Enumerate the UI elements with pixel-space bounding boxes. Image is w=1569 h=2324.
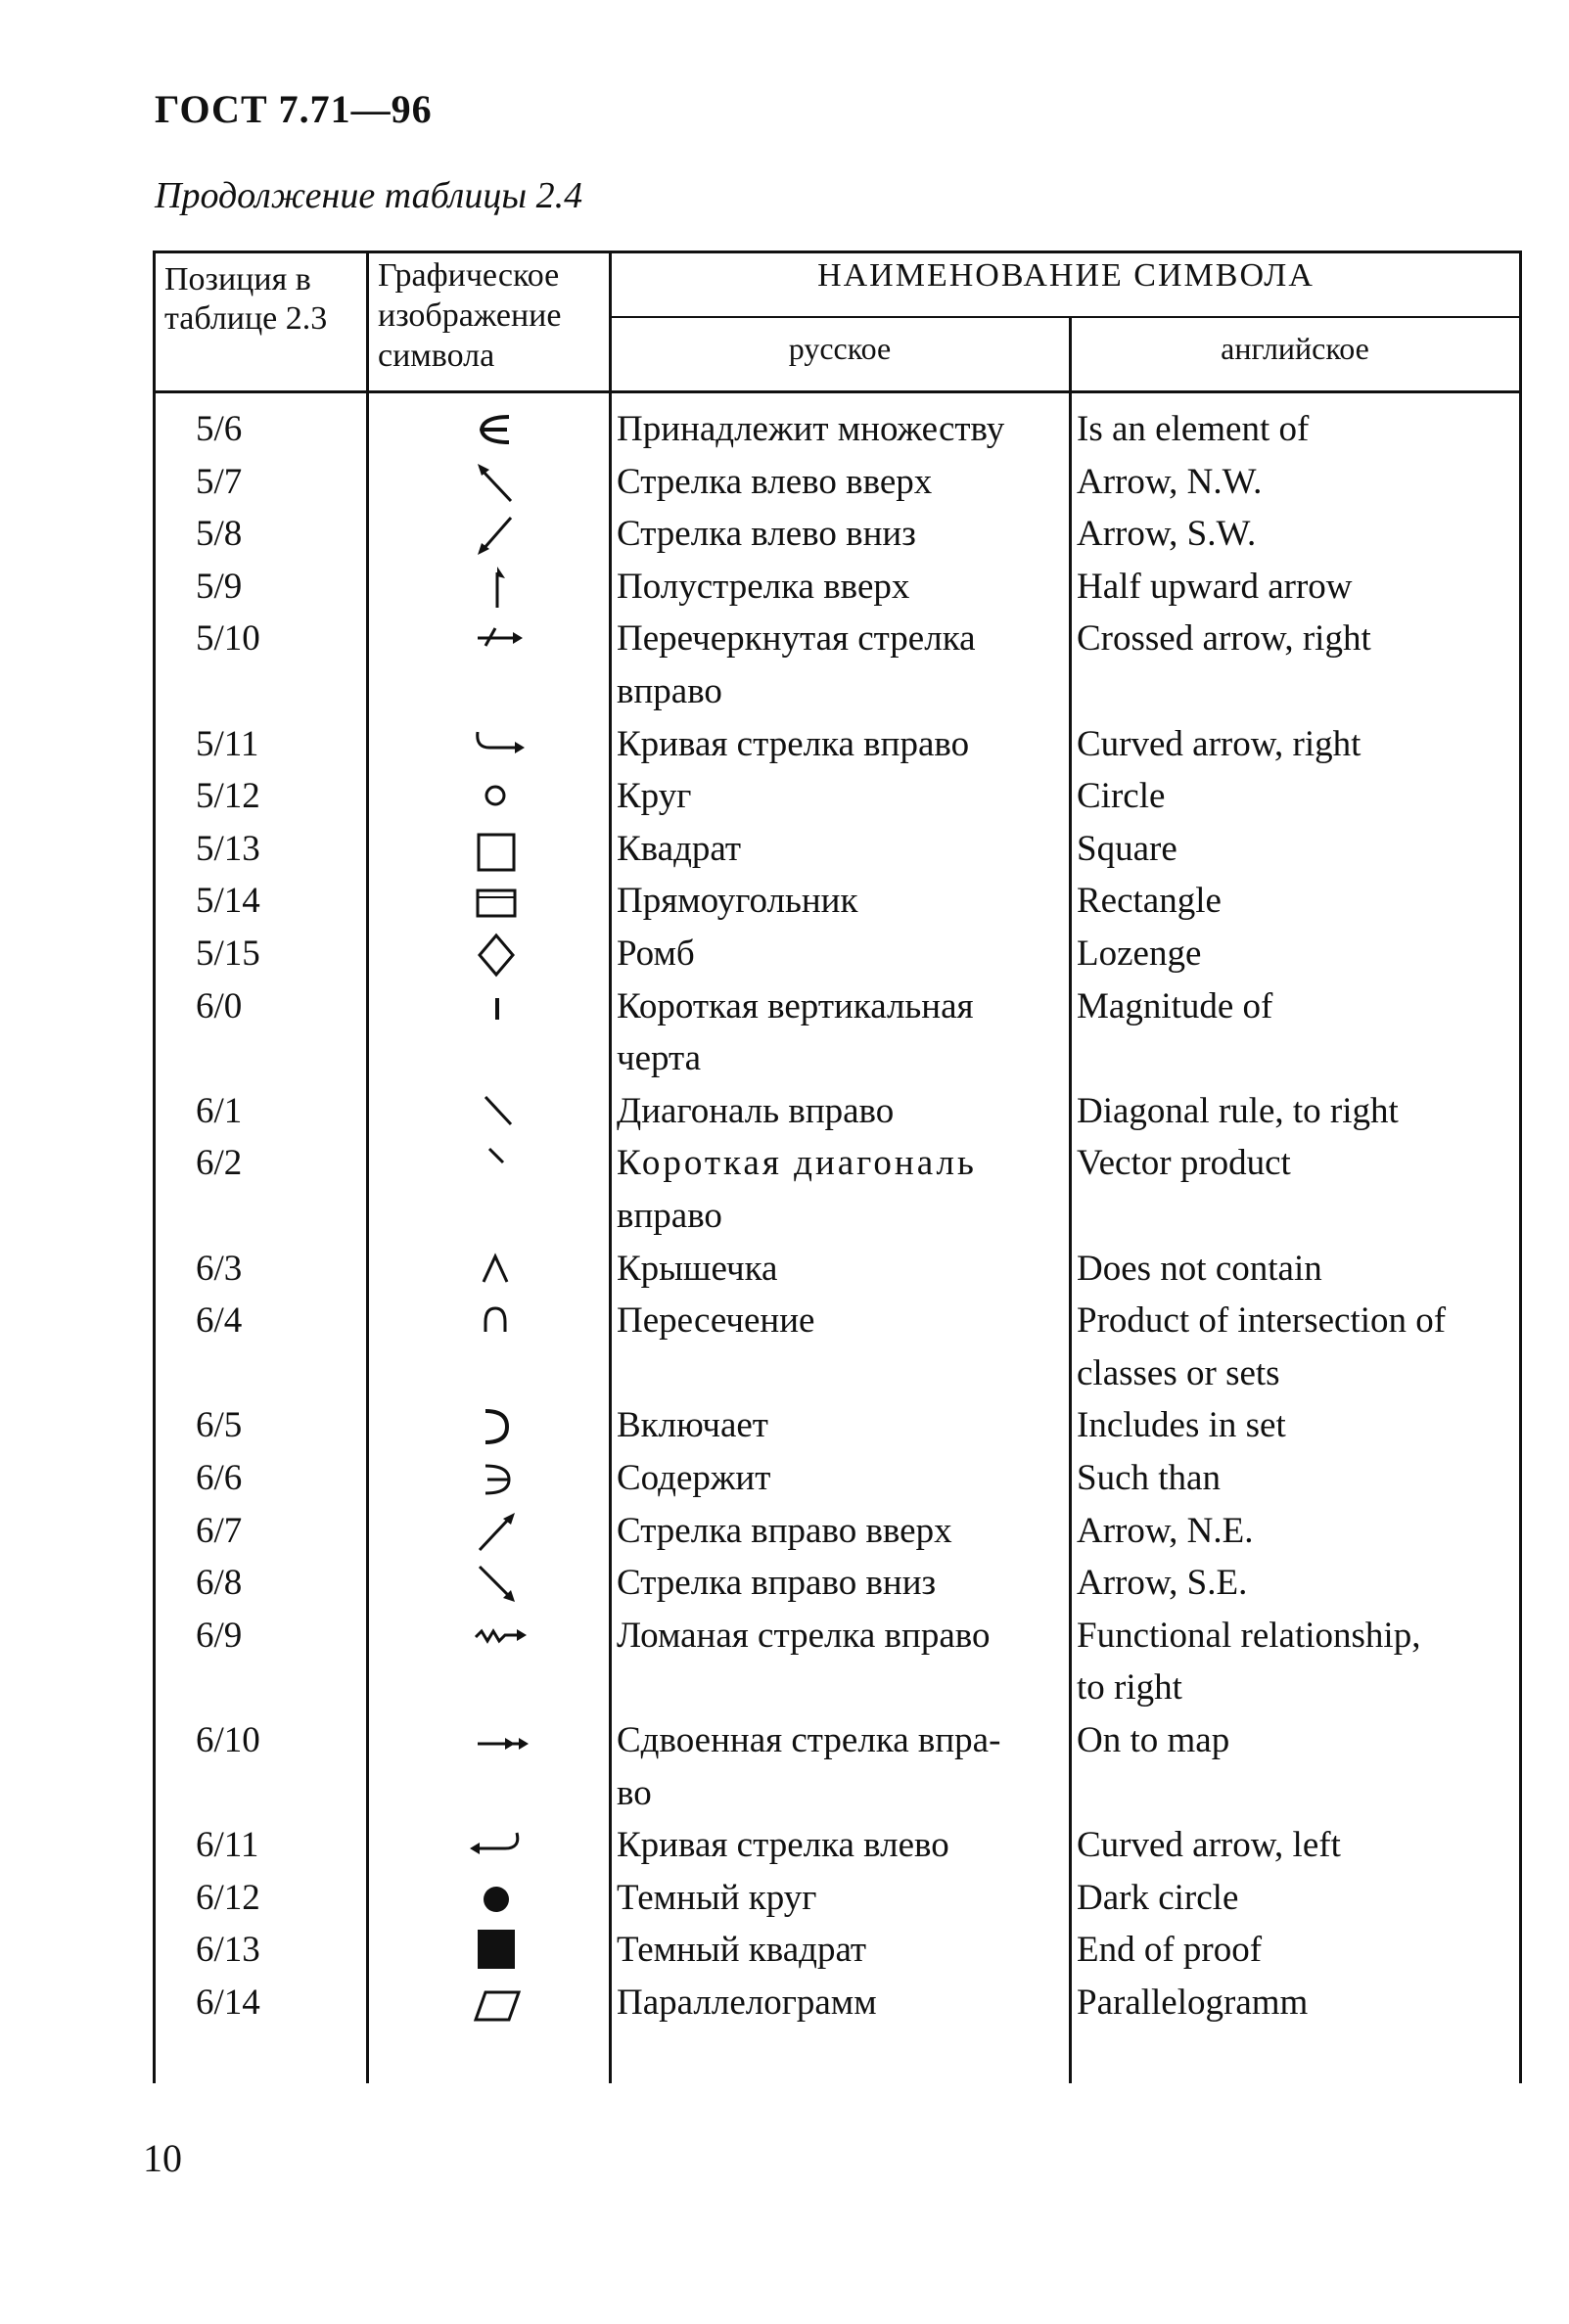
table-row [0, 1452, 1569, 1505]
row-position: 5/10 [196, 618, 260, 660]
row-name-english: Crossed arrow, right [1077, 618, 1371, 660]
table-row [0, 1295, 1569, 1399]
double-arrow-right-icon [433, 1714, 560, 1767]
table-row [0, 928, 1569, 980]
arrow-se-icon [433, 1557, 560, 1610]
header-graphic-line-3: символа [378, 338, 495, 374]
row-position: 6/10 [196, 1720, 260, 1760]
row-name-russian: Содержит [617, 1458, 771, 1498]
name-subheader-rule [611, 316, 1521, 318]
header-graphic-line-1: Графическое [378, 257, 560, 294]
row-position: 6/1 [196, 1090, 243, 1131]
header-position-line-2: таблице 2.3 [164, 300, 328, 337]
table-row [0, 980, 1569, 1085]
zigzag-arrow-right-icon [433, 1610, 560, 1663]
row-name-english: Half upward arrow [1077, 566, 1353, 607]
row-name-english: Arrow, N.W. [1077, 461, 1263, 502]
header-graphic-line-2: изображение [378, 297, 562, 334]
includes-icon [433, 1399, 560, 1452]
row-position: 5/15 [196, 934, 260, 974]
row-name-russian: черта [617, 1038, 702, 1079]
row-position: 6/5 [196, 1405, 243, 1446]
row-name-russian: Перечеркнутая стрелка [617, 618, 976, 660]
circle-icon [433, 770, 560, 823]
table-row [0, 1399, 1569, 1452]
table-row [0, 1243, 1569, 1296]
row-name-english: Magnitude of [1077, 985, 1273, 1026]
row-name-russian: Полустрелка вверх [617, 566, 910, 607]
table-row [0, 823, 1569, 876]
table-row [0, 508, 1569, 561]
row-name-english: Arrow, N.E. [1077, 1510, 1254, 1551]
table-row [0, 1924, 1569, 1977]
short-vertical-bar-icon [433, 980, 560, 1033]
contains-icon [433, 1452, 560, 1505]
header-english: английское [1221, 331, 1369, 366]
curved-arrow-right-icon [433, 718, 560, 771]
parallelogram-icon [433, 1977, 560, 2029]
row-name-russian: вправо [617, 1195, 722, 1236]
table-row [0, 456, 1569, 509]
row-position: 6/6 [196, 1458, 243, 1498]
row-name-english: classes or sets [1077, 1352, 1280, 1393]
row-position: 5/7 [196, 461, 243, 502]
header-symbol-name: НАИМЕНОВАНИЕ СИМВОЛА [817, 257, 1315, 294]
diagonal-right-icon [433, 1085, 560, 1138]
row-name-english: Functional relationship, [1077, 1615, 1421, 1656]
row-name-russian: Стрелка влево вверх [617, 461, 933, 502]
row-name-english: Such than [1077, 1458, 1221, 1498]
row-name-english: Arrow, S.E. [1077, 1563, 1248, 1604]
row-name-english: On to map [1077, 1720, 1230, 1760]
caret-icon [433, 1243, 560, 1296]
arrow-ne-icon [433, 1505, 560, 1558]
row-name-english: Diagonal rule, to right [1077, 1090, 1399, 1131]
header-russian: русское [788, 331, 892, 366]
table-row [0, 1714, 1569, 1819]
table-row [0, 875, 1569, 928]
table-row [0, 1137, 1569, 1242]
row-name-russian: Кривая стрелка влево [617, 1825, 949, 1866]
rectangle-icon [433, 875, 560, 928]
row-name-russian: Ромб [617, 934, 695, 974]
row-name-russian: Диагональ вправо [617, 1090, 895, 1131]
row-position: 6/8 [196, 1563, 243, 1604]
row-name-russian: Крышечка [617, 1248, 778, 1289]
element-of-icon [433, 403, 560, 456]
row-name-english: Curved arrow, right [1077, 723, 1361, 764]
row-name-russian: Стрелка влево вниз [617, 514, 916, 555]
row-name-russian: Прямоугольник [617, 881, 858, 922]
lozenge-icon [433, 928, 560, 980]
row-name-english: Circle [1077, 776, 1166, 817]
intersection-icon [433, 1295, 560, 1347]
row-name-english: Rectangle [1077, 881, 1222, 922]
table-row [0, 561, 1569, 614]
row-position: 5/14 [196, 881, 260, 922]
row-name-english: Parallelogramm [1077, 1982, 1309, 2023]
header-bottom-rule [153, 390, 1521, 393]
square-icon [433, 823, 560, 876]
row-position: 6/2 [196, 1143, 243, 1184]
row-name-english: Dark circle [1077, 1877, 1239, 1918]
curved-arrow-left-icon [433, 1819, 560, 1872]
table-row [0, 1557, 1569, 1610]
row-position: 6/0 [196, 985, 243, 1026]
table-continuation-caption: Продолжение таблицы 2.4 [155, 175, 583, 216]
arrow-sw-icon [433, 508, 560, 561]
table-row [0, 1977, 1569, 2029]
row-name-english: Vector product [1077, 1143, 1291, 1184]
short-diagonal-right-icon [433, 1137, 560, 1190]
row-name-russian: Стрелка вправо вверх [617, 1510, 952, 1551]
row-position: 6/3 [196, 1248, 243, 1289]
table-row [0, 1085, 1569, 1138]
half-upward-arrow-icon [433, 561, 560, 614]
dark-circle-icon [433, 1872, 560, 1925]
row-position: 5/12 [196, 776, 260, 817]
row-position: 6/4 [196, 1300, 243, 1342]
row-name-russian: Круг [617, 776, 692, 817]
table-row [0, 403, 1569, 456]
row-position: 6/11 [196, 1825, 259, 1866]
row-name-english: Square [1077, 828, 1177, 869]
dark-square-icon [433, 1924, 560, 1977]
table-row [0, 1610, 1569, 1714]
table-top-rule [153, 251, 1521, 253]
row-position: 6/13 [196, 1930, 260, 1971]
row-name-english: Lozenge [1077, 934, 1202, 974]
row-name-russian: Квадрат [617, 828, 742, 869]
arrow-nw-icon [433, 456, 560, 509]
row-name-english: Product of intersection of [1077, 1300, 1447, 1342]
row-name-english: to right [1077, 1667, 1182, 1709]
row-name-russian: Темный круг [617, 1877, 817, 1918]
table-row [0, 613, 1569, 717]
row-name-russian: Кривая стрелка вправо [617, 723, 970, 764]
row-position: 5/9 [196, 566, 243, 607]
crossed-arrow-right-icon [433, 613, 560, 665]
row-position: 6/7 [196, 1510, 243, 1551]
row-name-english: Does not contain [1077, 1248, 1322, 1289]
row-name-english: Includes in set [1077, 1405, 1286, 1446]
row-name-english: Is an element of [1077, 409, 1310, 449]
row-position: 5/11 [196, 723, 259, 764]
row-name-english: Arrow, S.W. [1077, 514, 1257, 555]
row-name-russian: Принадлежит множеству [617, 409, 1005, 449]
row-name-russian: Стрелка вправо вниз [617, 1563, 937, 1604]
row-name-russian: во [617, 1772, 652, 1813]
header-position-line-1: Позиция в [164, 261, 311, 297]
table-row [0, 1819, 1569, 1872]
row-position: 6/14 [196, 1982, 260, 2023]
row-name-russian: Параллелограмм [617, 1982, 877, 2023]
row-name-russian: Короткая диагональ [617, 1143, 977, 1184]
row-name-russian: Включает [617, 1405, 768, 1446]
document-title: ГОСТ 7.71—96 [155, 87, 433, 131]
page-number: 10 [143, 2136, 182, 2180]
row-name-russian: Сдвоенная стрелка впра- [617, 1720, 1001, 1760]
table-row [0, 718, 1569, 771]
row-name-russian: Пересечение [617, 1300, 815, 1342]
row-name-russian: вправо [617, 670, 722, 711]
row-name-russian: Короткая вертикальная [617, 985, 974, 1026]
row-name-english: End of proof [1077, 1930, 1263, 1971]
table-row [0, 1872, 1569, 1925]
row-name-english: Curved arrow, left [1077, 1825, 1341, 1866]
row-position: 6/9 [196, 1615, 243, 1656]
row-position: 6/12 [196, 1877, 260, 1918]
row-name-russian: Темный квадрат [617, 1930, 867, 1971]
table-row [0, 1505, 1569, 1558]
row-position: 5/13 [196, 828, 260, 869]
row-position: 5/8 [196, 514, 243, 555]
row-name-russian: Ломаная стрелка вправо [617, 1615, 991, 1656]
row-position: 5/6 [196, 409, 243, 449]
table-row [0, 770, 1569, 823]
